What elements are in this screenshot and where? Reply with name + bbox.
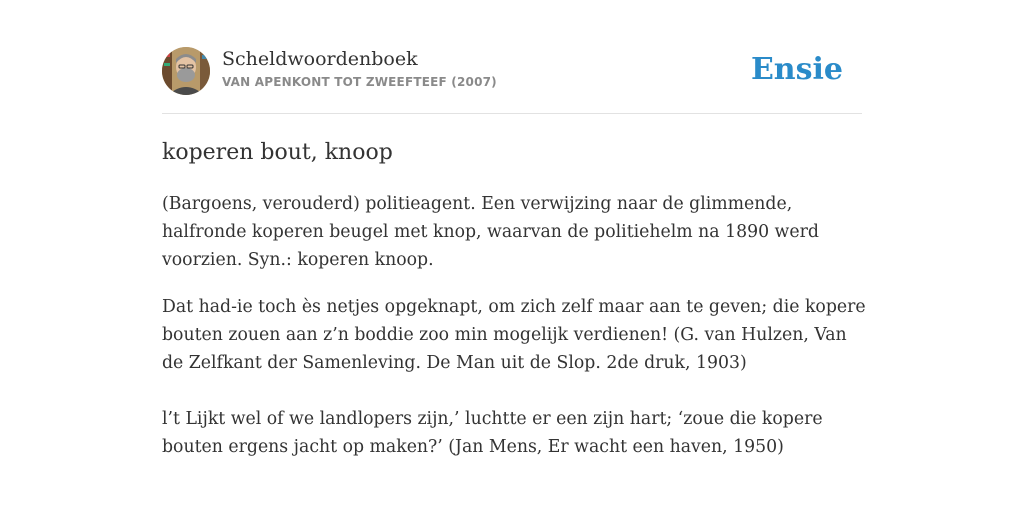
entry-example: Dat had-ie toch ès netjes opgeknapt, om zich zelf maar aan te geven; die kopere bouten zouen aan z’n boddie zoo min mogelijk verdienen! (G. van Hulzen, Van de Zelfkant der Samenleving. De Man uit de Slop. 2de druk, 1903) (162, 297, 866, 373)
dictionary-title[interactable]: Scheldwoordenboek (222, 48, 418, 70)
author-avatar-icon[interactable] (162, 47, 210, 95)
entry-definition: (Bargoens, verouderd) politieagent. Een verwijzing naar de glimmende, halfronde koperen beugel met knop, waarvan de politiehelm na 1890 werd voorzien. Syn.: koperen knoop. (162, 194, 819, 270)
dictionary-header (162, 46, 862, 98)
header-divider (162, 113, 862, 114)
entry-example: l’t Lijkt wel of we landlopers zijn,’ luchtte er een zijn hart; ‘zoue die kopere bouten ergens jacht op maken?’ (Jan Mens, Er wacht een haven, 1950) (162, 409, 823, 457)
entry-card (162, 0, 866, 512)
brand-logo[interactable]: Ensie (750, 52, 843, 87)
dictionary-subtitle: VAN APENKONT TOT ZWEEFTEEF (2007) (222, 75, 497, 89)
entry-term: koperen bout, knoop (162, 140, 393, 165)
